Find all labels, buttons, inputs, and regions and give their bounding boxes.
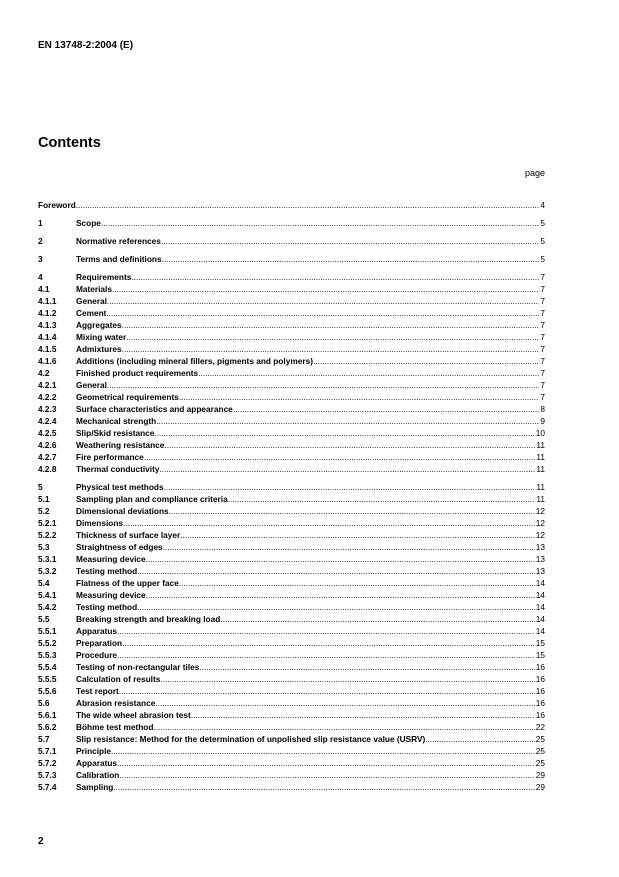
- toc-entry-number: 5.1: [38, 494, 50, 504]
- toc-entry-page: 14: [535, 578, 545, 588]
- toc-entry-number: 5.3.1: [38, 554, 57, 564]
- toc-leader-dots: [154, 427, 534, 439]
- toc-entry-title: Finished product requirements: [76, 368, 199, 378]
- toc-entry[interactable]: [38, 235, 545, 247]
- toc-entry-title: Calculation of results: [76, 674, 161, 684]
- toc-entry-page: 7: [540, 368, 545, 378]
- toc-entry-page: 29: [535, 770, 545, 780]
- toc-entry-number: 5.2.2: [38, 530, 57, 540]
- toc-entry-title: Procedure: [76, 650, 118, 660]
- toc-entry-page: 25: [535, 734, 545, 744]
- toc-entry[interactable]: [38, 757, 545, 769]
- toc-entry-page: 7: [540, 356, 545, 366]
- toc-entry-number: 4.2.3: [38, 404, 57, 414]
- toc-entry-page: 11: [536, 482, 545, 492]
- toc-entry[interactable]: [38, 439, 545, 451]
- toc-entry-number: 4.2.1: [38, 380, 57, 390]
- toc-entry-number: 5.7: [38, 734, 50, 744]
- toc-leader-dots: [123, 517, 535, 529]
- toc-entry-title: Geometrical requirements: [76, 392, 179, 402]
- toc-entry-title: Surface characteristics and appearance: [76, 404, 233, 414]
- toc-entry-title: Terms and definitions: [76, 254, 162, 264]
- toc-leader-dots: [220, 613, 534, 625]
- toc-entry[interactable]: [38, 733, 545, 745]
- toc-entry-page: 25: [535, 758, 545, 768]
- toc-entry-page: 25: [535, 746, 545, 756]
- toc-entry-title: Admixtures: [76, 344, 122, 354]
- toc-entry-title: Test report: [76, 686, 119, 696]
- toc-leader-dots: [122, 637, 535, 649]
- toc-entry-page: 10: [535, 428, 545, 438]
- toc-entry-page: 11: [536, 464, 545, 474]
- toc-entry[interactable]: [38, 661, 545, 673]
- toc-leader-dots: [137, 565, 535, 577]
- toc-leader-dots: [179, 391, 540, 403]
- toc-entry-page: 11: [536, 452, 545, 462]
- toc-entry-title: Measuring device: [76, 554, 146, 564]
- toc-leader-dots: [117, 649, 535, 661]
- toc-entry-title: Sampling: [76, 782, 114, 792]
- toc-entry-page: 11: [536, 440, 545, 450]
- toc-entry[interactable]: [38, 721, 545, 733]
- toc-entry-title: Aggregates: [76, 320, 122, 330]
- toc-entry-number: 1: [38, 218, 43, 228]
- toc-entry-page: 12: [535, 506, 545, 516]
- toc-leader-dots: [101, 217, 539, 229]
- toc-entry[interactable]: [38, 589, 545, 601]
- toc-entry-number: 5.5.3: [38, 650, 57, 660]
- toc-entry-number: 4.2.2: [38, 392, 57, 402]
- toc-entry[interactable]: [38, 217, 545, 229]
- toc-leader-dots: [179, 577, 535, 589]
- toc-entry[interactable]: [38, 697, 545, 709]
- toc-entry-title: Straightness of edges: [76, 542, 163, 552]
- toc-leader-dots: [156, 415, 539, 427]
- toc-entry[interactable]: [38, 649, 545, 661]
- toc-entry-page: 13: [535, 554, 545, 564]
- toc-entry-page: 14: [535, 614, 545, 624]
- toc-entry[interactable]: [38, 745, 545, 757]
- toc-entry-page: 13: [535, 542, 545, 552]
- toc-entry-title: Fire performance: [76, 452, 144, 462]
- toc-entry-title: Apparatus: [76, 758, 118, 768]
- toc-entry-page: 14: [535, 602, 545, 612]
- toc-entry-number: 5.5.6: [38, 686, 57, 696]
- toc-entry-title: Apparatus: [76, 626, 118, 636]
- toc-entry-page: 7: [540, 344, 545, 354]
- toc-entry[interactable]: [38, 769, 545, 781]
- toc-leader-dots: [122, 343, 540, 355]
- toc-entry-title: General: [76, 296, 107, 306]
- toc-entry-title: Measuring device: [76, 590, 146, 600]
- toc-entry-title: Preparation: [76, 638, 123, 648]
- toc-entry-title: Physical test methods: [76, 482, 164, 492]
- toc-entry[interactable]: [38, 343, 545, 355]
- toc-entry-title: Testing method: [76, 602, 138, 612]
- toc-entry[interactable]: [38, 199, 545, 211]
- toc-leader-dots: [111, 745, 535, 757]
- toc-entry-number: 4.1.2: [38, 308, 57, 318]
- toc-entry-number: 5: [38, 482, 43, 492]
- toc-leader-dots: [198, 367, 539, 379]
- toc-entry-page: 14: [535, 626, 545, 636]
- toc-entry-page: 7: [540, 272, 545, 282]
- table-of-contents: [38, 199, 545, 793]
- page-column-label: page: [524, 168, 545, 178]
- toc-entry-number: 4.2.7: [38, 452, 57, 462]
- toc-entry-title: Foreword: [38, 200, 76, 210]
- toc-entry-page: 29: [535, 782, 545, 792]
- toc-entry-page: 5: [540, 236, 545, 246]
- toc-leader-dots: [233, 403, 540, 415]
- toc-leader-dots: [126, 331, 539, 343]
- toc-leader-dots: [169, 505, 535, 517]
- toc-entry-title: Materials: [76, 284, 112, 294]
- toc-entry-number: 5.6: [38, 698, 50, 708]
- toc-entry-title: Additions (including mineral fillers, pigments and polymers): [76, 356, 313, 366]
- toc-leader-dots: [76, 199, 540, 211]
- toc-leader-dots: [112, 283, 539, 295]
- toc-entry[interactable]: [38, 493, 545, 505]
- toc-entry-title: Testing method: [76, 566, 138, 576]
- toc-entry-page: 16: [535, 710, 545, 720]
- toc-entry-number: 3: [38, 254, 43, 264]
- toc-entry-page: 5: [540, 254, 545, 264]
- toc-entry-title: Calibration: [76, 770, 120, 780]
- toc-entry-number: 5.3.2: [38, 566, 57, 576]
- toc-entry-page: 9: [540, 416, 545, 426]
- toc-leader-dots: [146, 553, 535, 565]
- toc-entry-number: 5.4.1: [38, 590, 57, 600]
- toc-entry-number: 4.1: [38, 284, 50, 294]
- toc-entry[interactable]: [38, 601, 545, 613]
- toc-entry-title: Sampling plan and compliance criteria: [76, 494, 228, 504]
- toc-entry-title: Testing of non-rectangular tiles: [76, 662, 200, 672]
- toc-entry-title: Scope: [76, 218, 101, 228]
- toc-entry-title: The wide wheel abrasion test: [76, 710, 191, 720]
- toc-leader-dots: [162, 253, 540, 265]
- toc-entry-page: 7: [540, 392, 545, 402]
- toc-entry-page: 7: [540, 332, 545, 342]
- toc-entry-page: 4: [540, 200, 545, 210]
- toc-leader-dots: [119, 769, 534, 781]
- toc-entry-page: 16: [535, 674, 545, 684]
- toc-entry-title: Principle: [76, 746, 112, 756]
- toc-entry-number: 4.1.1: [38, 296, 57, 306]
- toc-entry-title: General: [76, 380, 107, 390]
- toc-entry-title: Abrasion resistance: [76, 698, 156, 708]
- toc-entry[interactable]: [38, 481, 545, 493]
- toc-leader-dots: [117, 757, 535, 769]
- toc-leader-dots: [313, 355, 539, 367]
- toc-entry[interactable]: [38, 307, 545, 319]
- toc-entry-number: 4.1.6: [38, 356, 57, 366]
- toc-entry-title: Dimensional deviations: [76, 506, 169, 516]
- toc-entry[interactable]: [38, 283, 545, 295]
- toc-entry[interactable]: [38, 781, 545, 793]
- toc-entry-page: 11: [536, 494, 545, 504]
- toc-leader-dots: [161, 235, 540, 247]
- toc-entry-page: 15: [535, 638, 545, 648]
- toc-entry[interactable]: [38, 415, 545, 427]
- toc-entry-title: Flatness of the upper face: [76, 578, 179, 588]
- toc-leader-dots: [119, 685, 535, 697]
- toc-leader-dots: [155, 697, 534, 709]
- toc-entry[interactable]: [38, 613, 545, 625]
- toc-entry-page: 16: [535, 686, 545, 696]
- toc-entry-number: 4.1.4: [38, 332, 57, 342]
- toc-entry-number: 5.5.4: [38, 662, 57, 672]
- toc-entry-number: 5.5: [38, 614, 50, 624]
- toc-entry[interactable]: [38, 295, 545, 307]
- toc-entry-title: Requirements: [76, 272, 132, 282]
- toc-entry-number: 5.5.5: [38, 674, 57, 684]
- toc-leader-dots: [122, 319, 540, 331]
- toc-entry-title: Breaking strength and breaking load: [76, 614, 221, 624]
- toc-entry-title: Böhme test method: [76, 722, 154, 732]
- toc-entry-number: 4.2.4: [38, 416, 57, 426]
- toc-entry-number: 5.4.2: [38, 602, 57, 612]
- toc-leader-dots: [160, 673, 534, 685]
- toc-entry-page: 16: [535, 698, 545, 708]
- toc-entry-number: 5.3: [38, 542, 50, 552]
- toc-entry[interactable]: [38, 379, 545, 391]
- toc-entry-title: Thickness of surface layer: [76, 530, 181, 540]
- toc-leader-dots: [137, 601, 535, 613]
- toc-leader-dots: [117, 625, 535, 637]
- toc-entry-title: Mechanical strength: [76, 416, 157, 426]
- toc-leader-dots: [146, 589, 535, 601]
- toc-entry[interactable]: [38, 367, 545, 379]
- toc-entry-title: Slip resistance: Method for the determination of unpolished slip resistance value (USRV): [76, 734, 426, 744]
- toc-entry-number: 5.2: [38, 506, 50, 516]
- toc-entry-title: Mixing water: [76, 332, 127, 342]
- toc-leader-dots: [107, 295, 539, 307]
- toc-entry[interactable]: [38, 253, 545, 265]
- toc-entry[interactable]: [38, 319, 545, 331]
- toc-entry-number: 5.2.1: [38, 518, 57, 528]
- toc-entry-page: 5: [540, 218, 545, 228]
- toc-entry[interactable]: [38, 517, 545, 529]
- toc-entry-number: 4.2.5: [38, 428, 57, 438]
- toc-entry-page: 8: [540, 404, 545, 414]
- toc-entry-number: 2: [38, 236, 43, 246]
- toc-entry[interactable]: [38, 331, 545, 343]
- toc-entry-page: 14: [535, 590, 545, 600]
- toc-entry-title: Slip/Skid resistance: [76, 428, 155, 438]
- toc-entry-number: 4.1.3: [38, 320, 57, 330]
- toc-leader-dots: [159, 463, 535, 475]
- toc-entry-page: 12: [535, 530, 545, 540]
- toc-leader-dots: [199, 661, 534, 673]
- toc-entry-title: Weathering resistance: [76, 440, 165, 450]
- toc-entry[interactable]: [38, 391, 545, 403]
- toc-entry-page: 13: [535, 566, 545, 576]
- toc-leader-dots: [164, 439, 535, 451]
- toc-entry[interactable]: [38, 565, 545, 577]
- toc-entry-page: 22: [535, 722, 545, 732]
- toc-entry-page: 7: [540, 320, 545, 330]
- toc-entry-number: 4.2.8: [38, 464, 57, 474]
- toc-leader-dots: [180, 529, 535, 541]
- toc-entry[interactable]: [38, 451, 545, 463]
- toc-entry[interactable]: [38, 553, 545, 565]
- toc-entry-number: 5.5.1: [38, 626, 57, 636]
- toc-entry-page: 12: [535, 518, 545, 528]
- toc-leader-dots: [164, 481, 536, 493]
- toc-leader-dots: [153, 721, 534, 733]
- document-header: EN 13748-2:2004 (E): [38, 40, 134, 51]
- toc-entry[interactable]: [38, 577, 545, 589]
- toc-entry-number: 5.7.4: [38, 782, 57, 792]
- toc-entry[interactable]: [38, 541, 545, 553]
- toc-entry[interactable]: [38, 625, 545, 637]
- toc-entry[interactable]: [38, 403, 545, 415]
- toc-leader-dots: [163, 541, 535, 553]
- toc-entry-number: 5.6.1: [38, 710, 57, 720]
- toc-entry-number: 4.1.5: [38, 344, 57, 354]
- toc-leader-dots: [191, 709, 535, 721]
- toc-entry[interactable]: [38, 529, 545, 541]
- toc-leader-dots: [131, 271, 539, 283]
- toc-entry-page: 15: [535, 650, 545, 660]
- page-number: 2: [38, 836, 44, 847]
- toc-entry-title: Normative references: [76, 236, 161, 246]
- toc-leader-dots: [113, 781, 534, 793]
- toc-leader-dots: [107, 379, 539, 391]
- toc-entry-number: 5.6.2: [38, 722, 57, 732]
- toc-entry-page: 7: [540, 380, 545, 390]
- toc-leader-dots: [144, 451, 536, 463]
- toc-entry-title: Thermal conductivity: [76, 464, 160, 474]
- toc-entry[interactable]: [38, 427, 545, 439]
- toc-entry[interactable]: [38, 271, 545, 283]
- toc-entry[interactable]: [38, 709, 545, 721]
- toc-entry-page: 7: [540, 296, 545, 306]
- toc-leader-dots: [228, 493, 536, 505]
- toc-entry-number: 4: [38, 272, 43, 282]
- toc-entry-page: 7: [540, 284, 545, 294]
- toc-entry-page: 7: [540, 308, 545, 318]
- toc-entry-number: 5.7.2: [38, 758, 57, 768]
- toc-entry[interactable]: [38, 463, 545, 475]
- toc-entry-page: 16: [535, 662, 545, 672]
- toc-leader-dots: [106, 307, 539, 319]
- toc-entry-number: 4.2.6: [38, 440, 57, 450]
- toc-entry[interactable]: [38, 637, 545, 649]
- toc-entry[interactable]: [38, 355, 545, 367]
- toc-entry[interactable]: [38, 505, 545, 517]
- toc-entry-number: 4.2: [38, 368, 50, 378]
- toc-entry-title: Cement: [76, 308, 107, 318]
- toc-leader-dots: [425, 733, 534, 745]
- toc-entry-title: Dimensions: [76, 518, 124, 528]
- toc-entry-number: 5.7.3: [38, 770, 57, 780]
- toc-entry-number: 5.4: [38, 578, 50, 588]
- toc-entry[interactable]: [38, 673, 545, 685]
- toc-entry-number: 5.5.2: [38, 638, 57, 648]
- toc-entry-number: 5.7.1: [38, 746, 57, 756]
- toc-entry[interactable]: [38, 685, 545, 697]
- page-title: Contents: [38, 135, 101, 151]
